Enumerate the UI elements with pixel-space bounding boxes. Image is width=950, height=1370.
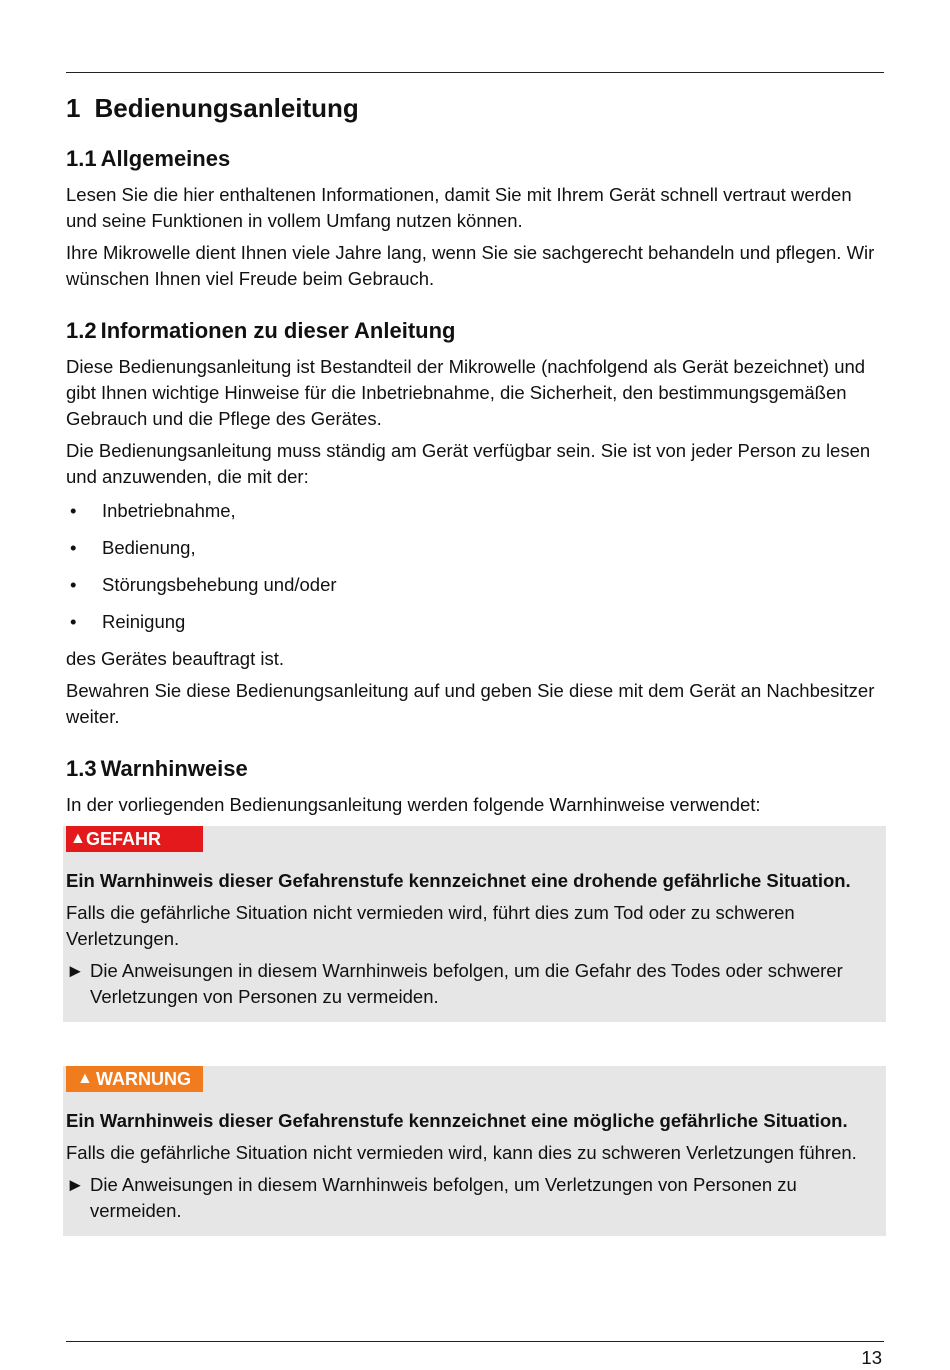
chapter-title: 1 Bedienungsanleitung [66,93,359,123]
warning-text: Falls die gefährliche Situation nicht vermieden wird, kann dies zu schweren Verletzungen führen. [66,1142,857,1163]
list-item: • Reinigung [66,609,884,635]
warning-action: ► Die Anweisungen in diesem Warnhinweis befolgen, um Verletzungen von Personen zu vermeiden. [66,1174,797,1221]
bullet-list [66,498,884,635]
warning-badge: ▲ WARNUNG [66,1066,203,1092]
section-informationen [66,316,884,730]
section-title: 1.3 Warnhinweise [66,756,248,781]
paragraph: Bewahren Sie diese Bedienungsanleitung auf und geben Sie diese mit dem Gerät an Nachbesitzer weiter. [66,680,875,727]
arrow-right-icon: ► [66,960,85,981]
arrow-right-icon: ► [66,1174,85,1195]
warning-text: Falls die gefährliche Situation nicht vermieden wird, führt dies zum Tod oder zu schweren Verletzungen. [66,902,795,949]
section-title: 1.1 Allgemeines [66,146,231,171]
section-warnhinweise [66,754,884,1236]
warning-action: ► Die Anweisungen in diesem Warnhinweis befolgen, um die Gefahr des Todes oder schwerer Verletzungen von Personen zu vermeiden. [66,960,843,1007]
warning-box-warnung [63,1066,886,1236]
footer-rule [66,1341,884,1342]
section-allgemeines [66,144,884,292]
list-item: • Inbetriebnahme, [66,498,884,524]
warning-box-gefahr [63,826,886,1022]
warning-triangle-icon: ▲ [70,830,86,847]
paragraph: Ihre Mikrowelle dient Ihnen viele Jahre lang, wenn Sie sie sachgerecht behandeln und pflegen. Wir wünschen Ihnen viel Freude beim Gebrauch. [66,242,875,289]
warning-headline: Ein Warnhinweis dieser Gefahrenstufe kennzeichnet eine mögliche gefährliche Situation. [66,1110,848,1131]
page-content [66,90,884,1236]
page-number: 13 [861,1347,882,1368]
paragraph: des Gerätes beauftragt ist. [66,648,285,669]
section-title: 1.2 Informationen zu dieser Anleitung [66,318,456,343]
list-item: • Bedienung, [66,535,884,561]
warning-headline: Ein Warnhinweis dieser Gefahrenstufe kennzeichnet eine drohende gefährliche Situation. [66,870,851,891]
paragraph: Diese Bedienungsanleitung ist Bestandteil der Mikrowelle (nachfolgend als Gerät bezeichnet) und gibt Ihnen wichtige Hinweise für die Inbetriebnahme, die Sicherheit, den bestimmungsgemäßen Gebrauch und die Pflege des Gerätes. [66,356,866,429]
paragraph: In der vorliegenden Bedienungsanleitung werden folgende Warnhinweise verwendet: [66,794,761,815]
paragraph: Lesen Sie die hier enthaltenen Informationen, damit Sie mit Ihrem Gerät schnell vertraut werden und seine Funktionen in vollem Umfang nutzen können. [66,184,852,231]
header-rule [66,72,884,73]
paragraph: Die Bedienungsanleitung muss ständig am Gerät verfügbar sein. Sie ist von jeder Person zu lesen und anzuwenden, die mit der: [66,440,871,487]
warning-triangle-icon: ▲ [77,1070,93,1087]
list-item: • Störungsbehebung und/oder [66,572,884,598]
danger-badge: ▲ GEFAHR [66,826,203,852]
